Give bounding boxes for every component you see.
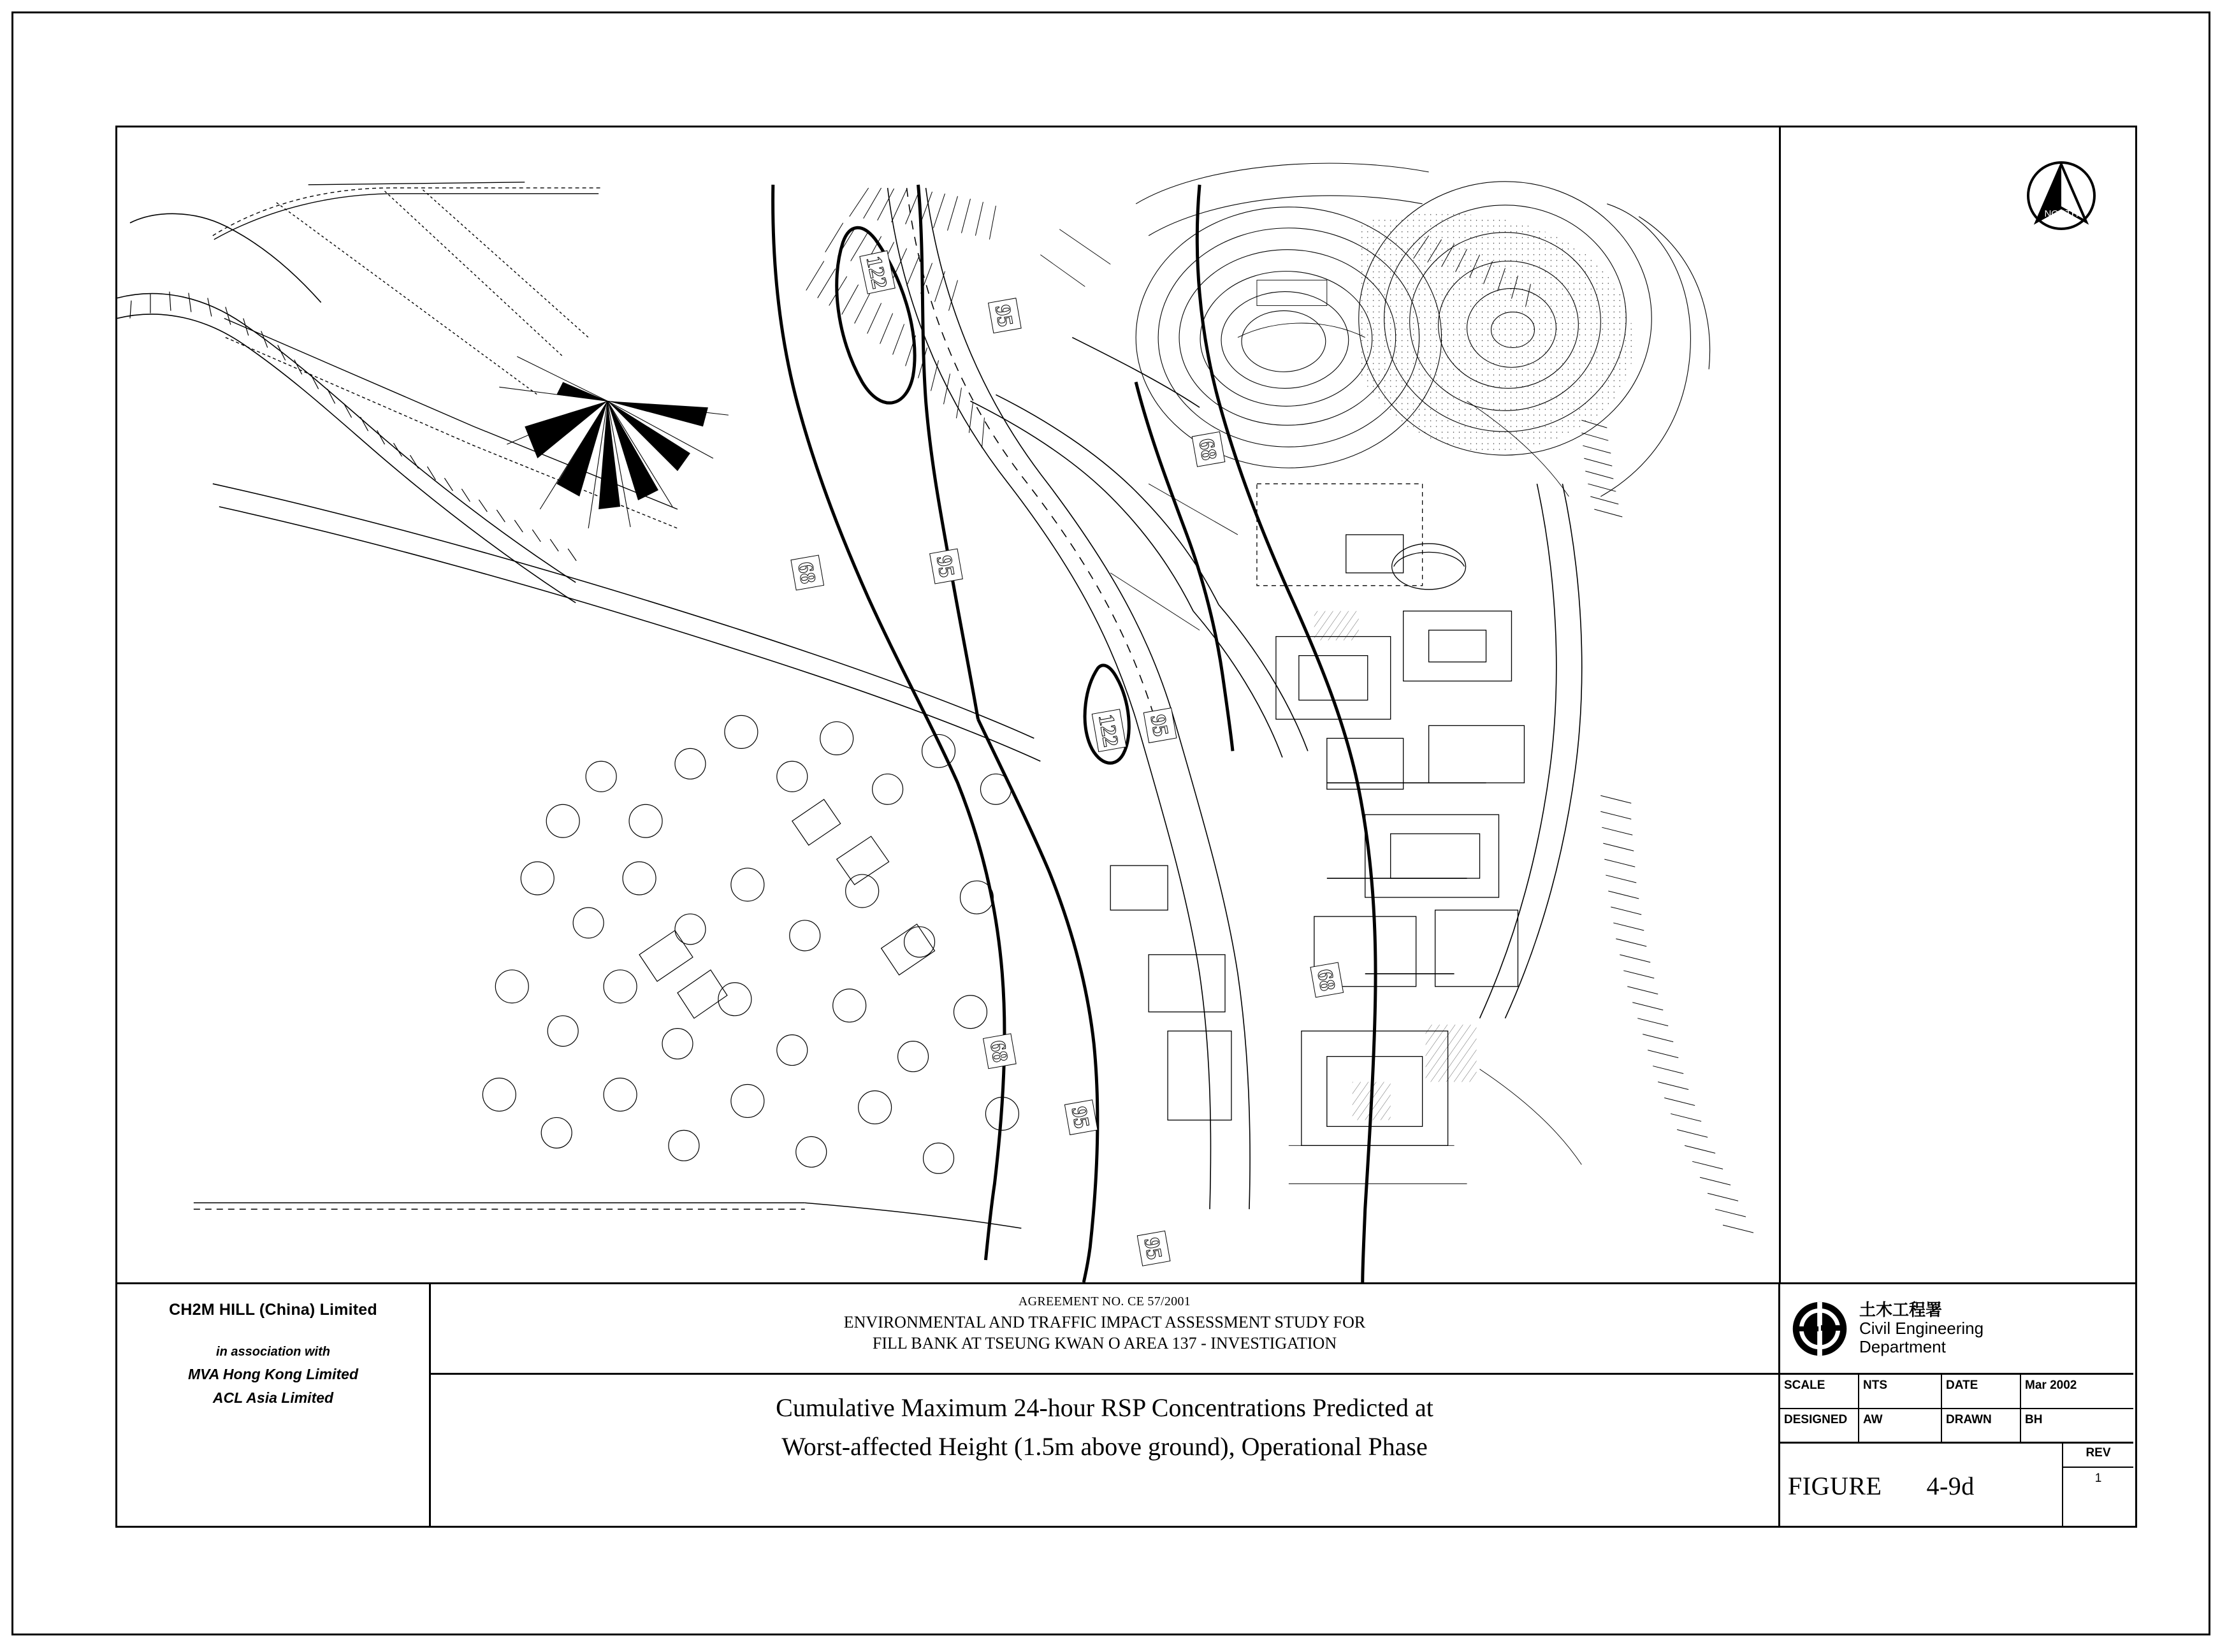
study-title-line-1: ENVIRONMENTAL AND TRAFFIC IMPACT ASSESSMENT STUDY FOR — [843, 1313, 1366, 1331]
drawing-sheet — [11, 11, 2210, 1635]
contour-95-main — [918, 185, 978, 720]
client-name-english-line-2: Department — [1859, 1337, 1946, 1357]
figure-number-row — [1780, 1444, 2133, 1528]
coastline-embankment — [117, 165, 856, 602]
client-name-block — [1859, 1301, 1984, 1356]
contour-label-95-e: 95 — [1139, 1236, 1166, 1261]
contour-label-122-a: 122 — [861, 254, 892, 291]
contour-label-95-d: 95 — [1066, 1105, 1094, 1131]
site-boundary — [194, 1203, 1022, 1228]
drawing-metadata-grid — [1780, 1375, 2133, 1444]
scale-value: NTS — [1859, 1375, 1942, 1408]
contour-label-68-b: 68 — [793, 560, 820, 586]
study-title-line-2: FILL BANK AT TSEUNG KWAN O AREA 137 - INVESTIGATION — [872, 1334, 1337, 1352]
contour-label-68-c: 68 — [1312, 967, 1340, 993]
vegetation-stipple — [1359, 214, 1634, 451]
figure-title-line-2: Worst-affected Height (1.5m above ground), Operational Phase — [781, 1432, 1428, 1461]
north-arrow-block — [1781, 127, 2137, 1284]
title-text-cell — [431, 1284, 1780, 1528]
figure-title-box — [431, 1375, 1778, 1528]
designed-label: DESIGNED — [1780, 1409, 1859, 1442]
contour-label-95-a: 95 — [990, 303, 1018, 329]
figure-label: FIGURE — [1788, 1471, 1882, 1500]
client-cell — [1780, 1284, 2133, 1528]
figure-number-block — [1780, 1444, 2062, 1528]
drawn-value: BH — [2025, 1412, 2043, 1426]
revision-value: 1 — [2094, 1472, 2102, 1485]
assoc-firm-2: ACL Asia Limited — [212, 1389, 334, 1406]
map-drawing-area — [117, 127, 1781, 1284]
title-block — [117, 1284, 2135, 1528]
revision-block — [2062, 1444, 2133, 1528]
contour-label-95-b: 95 — [931, 553, 959, 579]
civil-engineering-department-logo-icon — [1789, 1298, 1850, 1359]
tree-symbols — [482, 715, 1019, 1173]
building-hatched — [1314, 611, 1477, 1120]
figure-title-line-1: Cumulative Maximum 24-hour RSP Concentrations Predicted at — [776, 1393, 1433, 1422]
contour-label-68-a: 68 — [1194, 437, 1221, 462]
association-text: in association with — [216, 1345, 330, 1359]
client-name-chinese: 土木工程署 — [1859, 1300, 1943, 1319]
contour-label-68-d: 68 — [985, 1038, 1013, 1064]
agreement-number: AGREEMENT NO. CE 57/2001 — [1018, 1294, 1191, 1308]
north-arrow-icon — [2020, 154, 2103, 237]
scale-date-row — [1780, 1375, 2133, 1409]
designed-drawn-row — [1780, 1409, 2133, 1442]
figure-number: 4-9d — [1926, 1471, 1975, 1500]
date-value: Mar 2002 — [2025, 1379, 2077, 1392]
drawing-frame — [115, 126, 2137, 1528]
contour-label-122-b: 122 — [1094, 713, 1123, 749]
client-name-english-line-1: Civil Engineering — [1859, 1318, 1984, 1338]
site-plan-map — [117, 127, 1779, 1282]
consultant-cell — [117, 1284, 431, 1528]
revision-label: REV — [2063, 1444, 2133, 1468]
agreement-box — [431, 1284, 1778, 1375]
contour-label-95-c: 95 — [1145, 713, 1173, 739]
client-logo-row — [1780, 1284, 2133, 1375]
contour-68-east — [1197, 185, 1375, 1282]
drawn-label: DRAWN — [1942, 1409, 2021, 1442]
scale-label: SCALE — [1780, 1375, 1859, 1408]
north-arrow-label: NORTH — [2044, 208, 2078, 219]
map-basemap — [117, 163, 1753, 1282]
date-label: DATE — [1942, 1375, 2021, 1408]
contour-95-lower — [978, 719, 1097, 1282]
designed-value: AW — [1859, 1409, 1942, 1442]
assoc-firm-1: MVA Hong Kong Limited — [187, 1366, 358, 1382]
consultant-name: CH2M HILL (China) Limited — [169, 1301, 377, 1319]
